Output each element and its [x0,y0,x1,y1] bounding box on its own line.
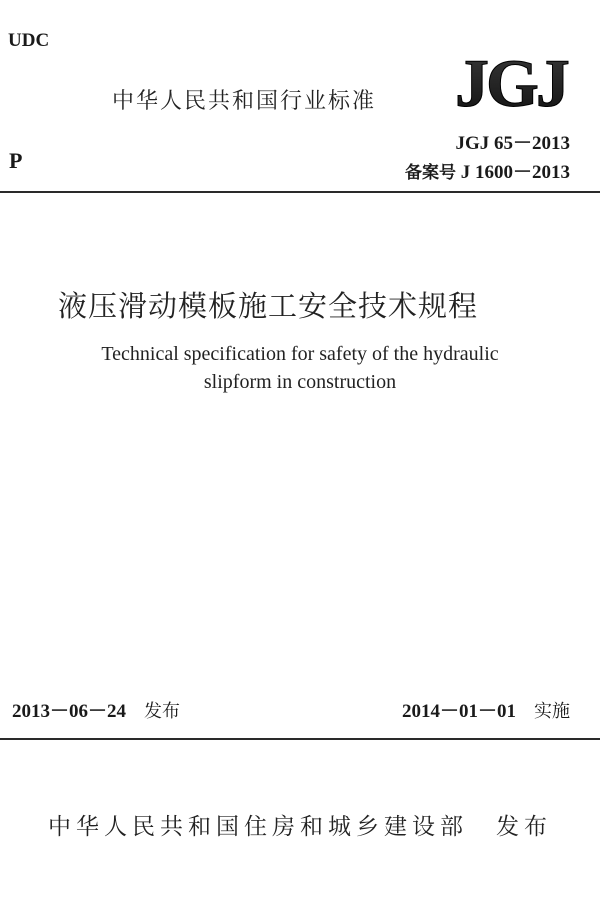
implementation-date-value: 2014－01－01 [401,701,516,722]
implementation-date [402,696,570,723]
publisher [0,808,600,841]
udc-label: UDC [8,30,50,51]
jgj-logo-text: JGJ [455,52,567,112]
implementation-date-verb: 实施 [534,701,570,722]
publisher-verb: 发布 [496,814,552,840]
industry-standard-heading: 中华人民共和国行业标准 [112,89,377,114]
record-number [405,157,570,184]
record-number-value: J 1600－2013 [460,162,570,183]
bottom-divider [0,738,600,740]
classification-code: P [9,148,23,173]
title-english-line-1: Technical specification for safety of the hydraulic [101,343,499,365]
publisher-name: 中华人民共和国住房和城乡建设部 [48,814,468,840]
jgj-logo [453,52,570,112]
title-english-line-2: slipform in construction [203,371,397,393]
issue-date-verb: 发布 [144,701,181,722]
title-chinese: 液压滑动模板施工安全技术规程 [58,289,479,323]
record-number-label: 备案号 [404,163,456,183]
issue-date-value: 2013－06－24 [12,701,127,722]
standard-code: JGJ 65－2013 [455,133,570,154]
top-divider [0,191,600,193]
issue-date [12,696,180,723]
title-english [0,340,600,396]
